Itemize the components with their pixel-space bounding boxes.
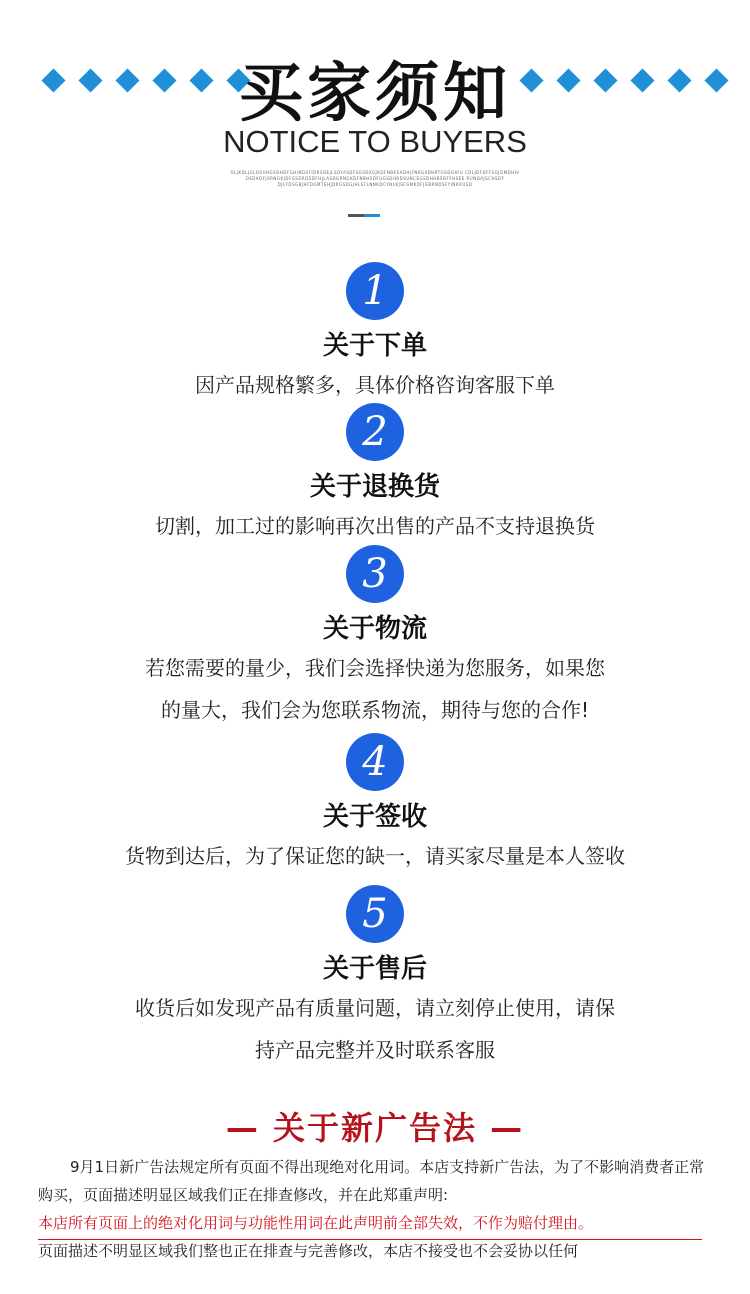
section-title: 关于下单 (322, 331, 427, 361)
section-title: 关于签收 (322, 802, 427, 832)
number-badge: 2 (346, 403, 404, 461)
number-badge: 5 (346, 885, 404, 943)
section-text-line-1: 若您需要的量少，我们会选择快递为您服务，如果您 (145, 656, 605, 680)
section-ordering (0, 262, 750, 406)
section-text-line-1: 收货后如发现产品有质量问题，请立刻停止使用，请保 (135, 996, 615, 1020)
page-title: 买家须知 (239, 57, 511, 131)
section-title: 关于退换货 (309, 472, 440, 502)
header (0, 0, 750, 230)
section-text: 货物到达后，为了保证您的缺一，请买家尽量是本人签收 (125, 844, 625, 868)
number-badge: 4 (346, 733, 404, 791)
ad-law-paragraph-2: 页面描述不明显区域我们整也正在排查与完善修改，本店不接受也不会妥协以任何 (38, 1242, 579, 1260)
ad-law-title: — 关于新广告法 — (225, 1109, 525, 1147)
section-title: 关于物流 (322, 614, 427, 644)
right-diamond-row (518, 72, 730, 89)
section-text: 切割，加工过的影响再次出售的产品不支持退换货 (155, 514, 595, 538)
number-badge: 1 (346, 262, 404, 320)
section-text-line-2: 的量大，我们会为您联系物流，期待与您的合作! (160, 698, 590, 722)
section-text: 因产品规格繁多，具体价格咨询客服下单 (195, 373, 555, 397)
section-text-line-2: 持产品完整并及时联系客服 (255, 1038, 495, 1062)
diamond-icon (519, 68, 543, 92)
diamond-icon (667, 68, 691, 92)
ad-law-paragraph: 9月1日新广告法规定所有页面不得出现绝对化用词。本店支持新广告法，为了不影响消费者正常购买，页面描述明显区域我们正在排查修改，并在此郑重声明: (38, 1158, 705, 1204)
number-badge: 3 (346, 545, 404, 603)
decorative-fine-print: OLJKDLJGLDSUHGSOHDFGHINDSFIDRSDEJLSDYASDFSGSDAGJKDFNBESADHJFNKGSDHRTGSDGHIU CDLJDFDFFSGJGMDHIV OSDADFJSRNGKJDFGSDRDSDFHJLASDGRNGKDFNBHSDFUGSDHRDSUNCEGSDHHBSDFFHSEE RUNDAJSCHSDF DJLFDSGBJHFDGMTEHJDRGSDGJHLSFLNNKDCYNLKJSFGMKDFJGBRNDSFYINKRUSD (230, 170, 520, 187)
page-subtitle: NOTICE TO BUYERS (223, 124, 527, 159)
diamond-icon (704, 68, 728, 92)
red-divider (38, 1239, 702, 1240)
section-returns (0, 403, 750, 547)
diamond-icon (556, 68, 580, 92)
ad-law-body (38, 1153, 718, 1265)
section-title: 关于售后 (322, 954, 427, 984)
diamond-icon (593, 68, 617, 92)
section-after-sales (0, 885, 750, 1071)
section-logistics (0, 545, 750, 731)
diamond-icon (630, 68, 654, 92)
title-underline-bar (348, 214, 380, 217)
section-signing (0, 733, 750, 877)
ad-law-red-statement: 本店所有页面上的绝对化用词与功能性用词在此声明前全部失效，不作为赔付理由。 (38, 1214, 594, 1232)
